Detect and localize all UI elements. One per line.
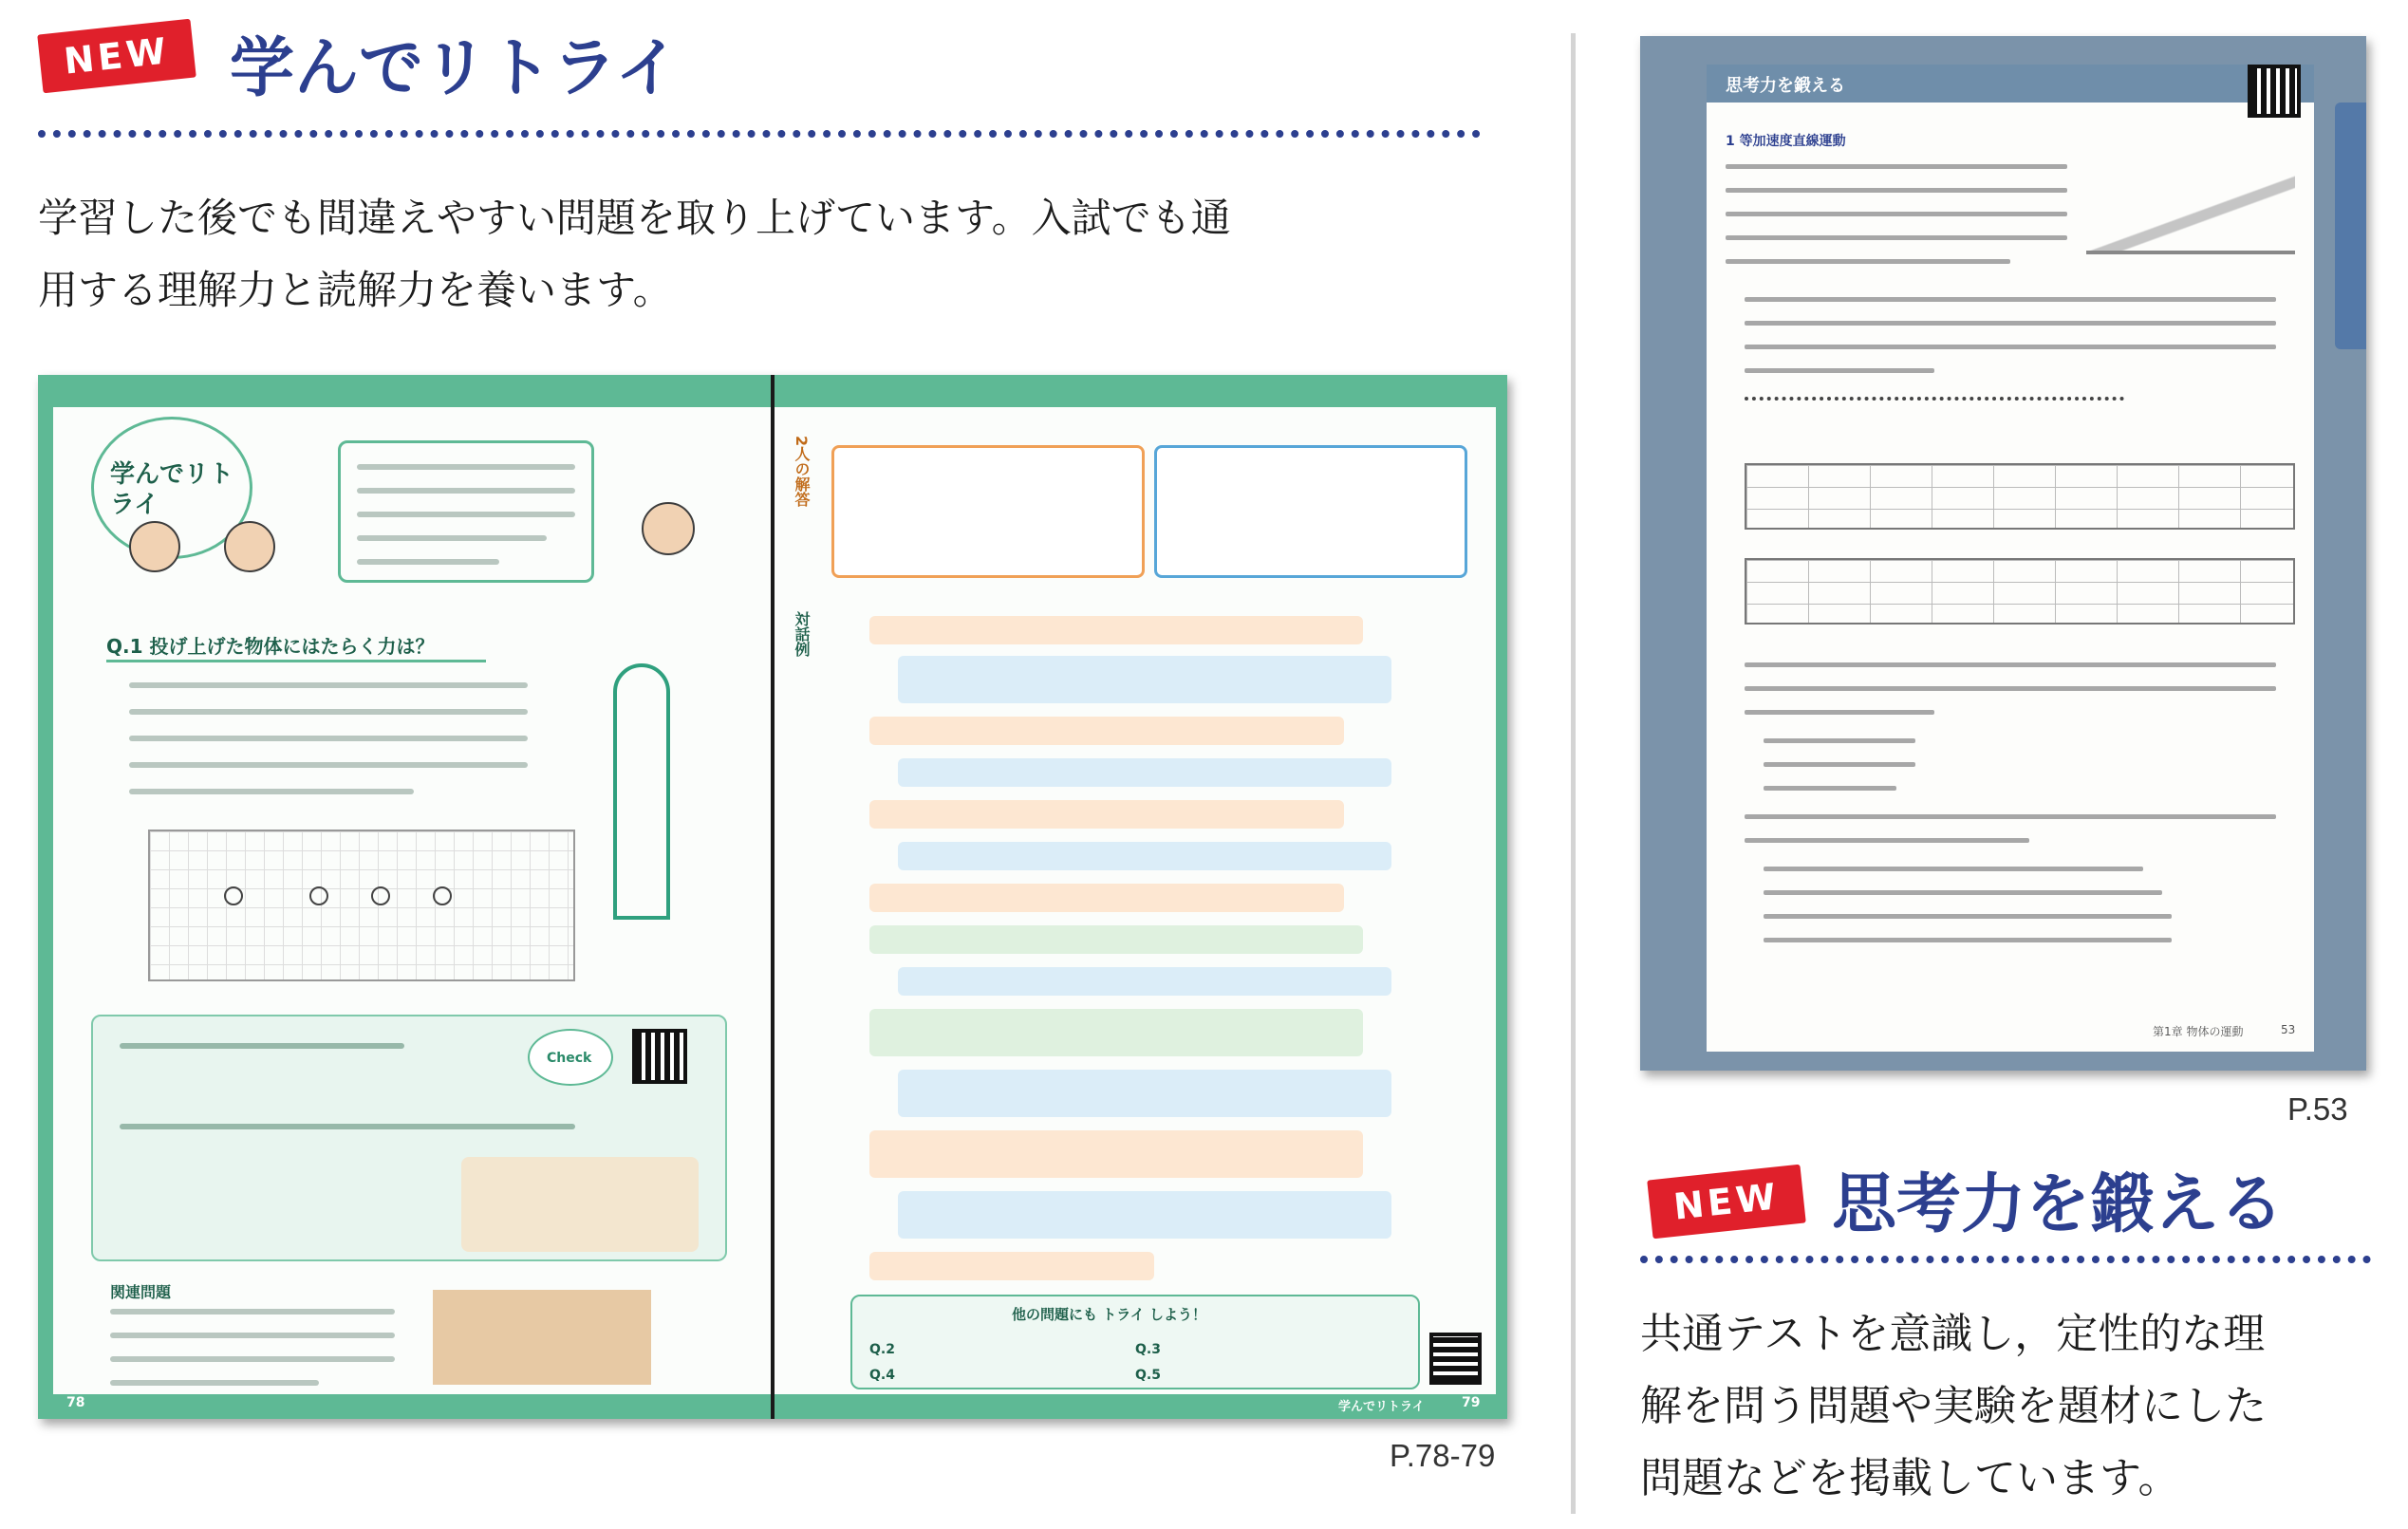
question-q4: Q.4 [869,1368,895,1383]
dialogue-bubble [869,717,1344,745]
scan-page-number: 53 [2281,1023,2296,1036]
dialogue-bubble [898,967,1391,996]
question-underline [106,660,486,662]
textbook-page-image [1640,36,2366,1071]
column-divider [1571,33,1576,1514]
answer-box-orange [831,445,1145,578]
right-footer: 学んでリトライ [1338,1400,1425,1414]
left-page-number: 78 [66,1395,85,1410]
related-figure [433,1290,651,1385]
dialogue-bubble [869,884,1344,912]
item-title: 1 等加速度直線運動 [1726,134,1846,149]
grid-ball [224,886,243,905]
divider-dotted [38,130,1481,138]
right-page-number: 79 [1462,1395,1481,1410]
section-description: 共通テストを意識し，定性的な理 解を問う問題や実験を題材にした 問題などを掲載しています。 [1640,1310,2267,1502]
data-table [1745,558,2295,625]
page-reference-right: P.53 [2287,1091,2348,1127]
grid-ball [371,886,390,905]
page-reference-left: P.78-79 [1390,1438,1496,1473]
grid-figure [148,830,575,981]
question-heading: Q.1 投げ上げた物体にはたらく力は？ [106,635,435,658]
scan-footer: 第1章 物体の運動 [2153,1025,2244,1038]
cart-figure [2086,159,2295,254]
qr-code-icon [2248,65,2301,118]
motion-diagram [613,663,670,920]
dialogue-label: 対話例 [793,611,811,657]
dialogue-bubble [898,1070,1391,1117]
retry-logo-text: 学んでリトライ [110,460,234,519]
grid-ball [433,886,452,905]
question-q5: Q.5 [1135,1368,1161,1383]
qr-code-icon [1429,1333,1482,1385]
try-banner: 他の問題にも トライ しよう！ [1012,1306,1206,1323]
dialogue-bubble [898,1191,1391,1239]
scan-header: 思考力を鍛える [1726,76,1845,96]
textbook-spread-image [38,375,1507,1419]
qr-code-icon [632,1029,687,1084]
answers-header: 2人の解答 [793,436,811,508]
data-table [1745,463,2295,530]
chapter-tab [2335,103,2366,349]
tape-figure [1745,397,2124,401]
related-label: 関連問題 [110,1283,172,1301]
answer-box-blue [1154,445,1467,578]
section-title-retry: 学んでリトライ [230,31,680,106]
dialogue-bubble [869,800,1344,829]
section-description: 学習した後でも間違えやすい問題を取り上げています。入試でも通 用する理解力と読解力を養います。 [38,195,1231,313]
student-avatar [129,521,180,572]
dialogue-bubble [869,1130,1363,1178]
student-avatar [224,521,275,572]
question-q3: Q.3 [1135,1342,1161,1357]
check-label: Check [547,1051,592,1066]
dialogue-bubble [898,656,1391,703]
grid-ball [309,886,328,905]
new-badge: NEW [1647,1165,1806,1240]
right-page [775,407,1496,1394]
dialogue-bubble [898,842,1391,870]
discussion-illustration [461,1157,699,1252]
dialogue-bubble [869,1252,1154,1280]
new-badge: NEW [37,19,196,94]
question-q2: Q.2 [869,1342,895,1357]
dialogue-bubble [869,925,1363,954]
dialogue-bubble [869,616,1363,644]
section-title-thinking: 思考力を鍛える [1832,1167,2285,1242]
dialogue-bubble [869,1009,1363,1056]
left-page [53,407,771,1394]
scan-page [1707,65,2314,1052]
divider-dotted [1640,1256,2371,1263]
dialogue-bubble [898,758,1391,787]
teacher-avatar [642,502,695,555]
